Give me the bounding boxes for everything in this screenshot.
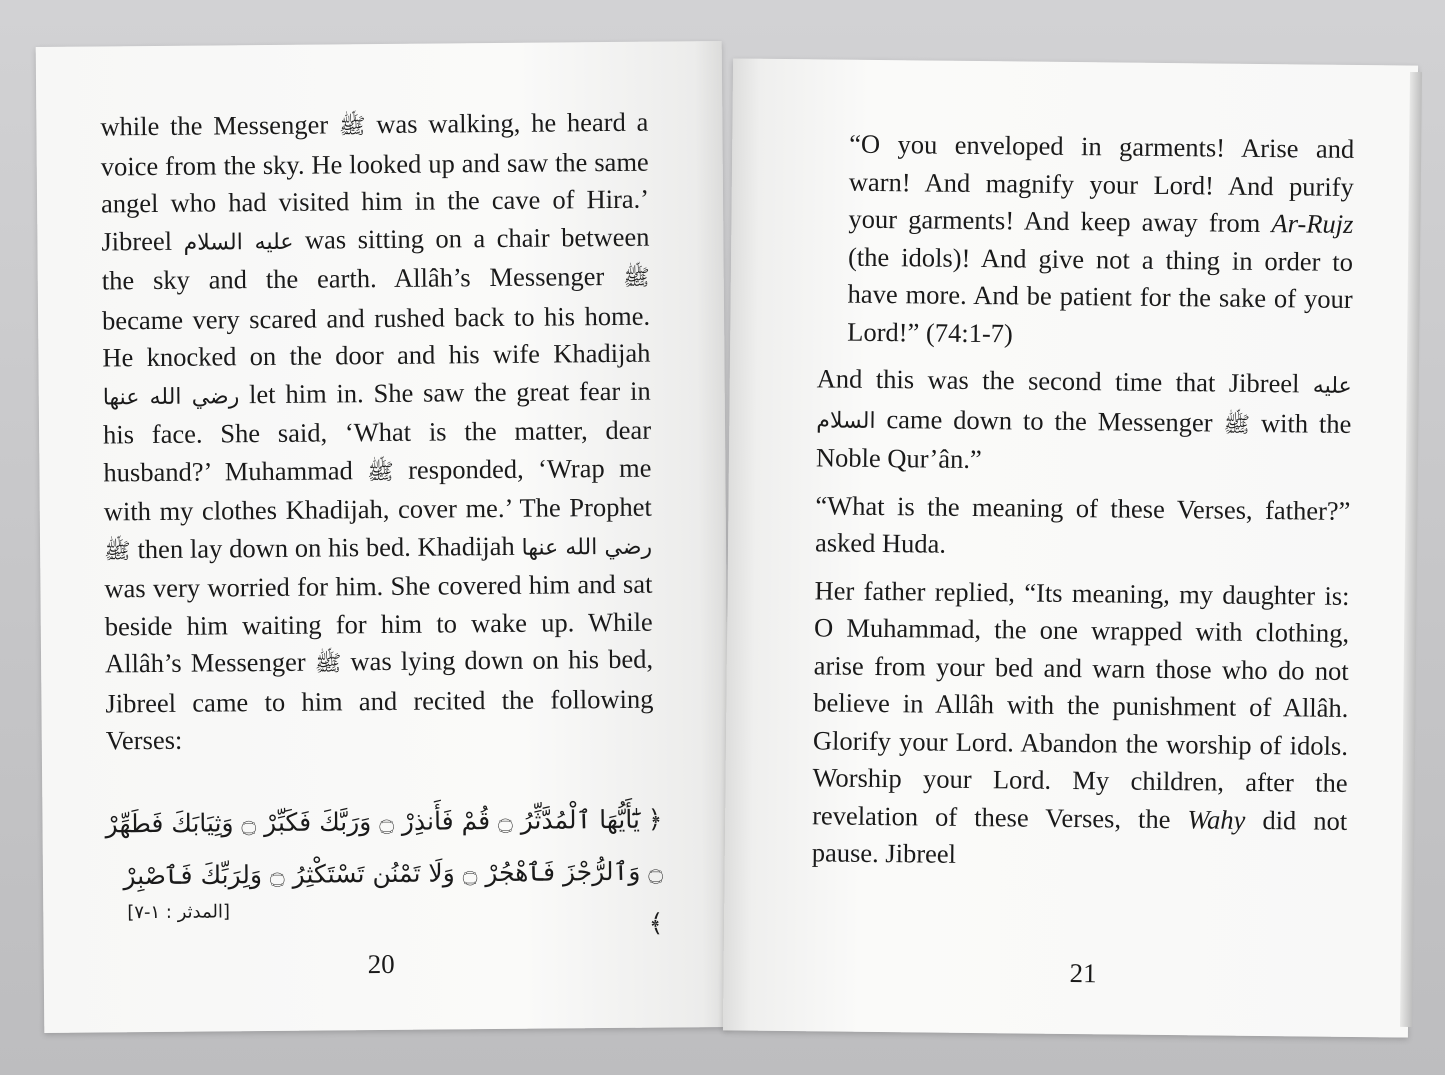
text-run: responded, ‘Wrap me with my clothes Khadijah, cover me.’ The Prophet <box>103 452 652 527</box>
text-run: “O you enveloped in garments! Arise and warn! And magnify your Lord! And purify your garments! And keep away from <box>848 128 1355 239</box>
paragraph <box>816 360 1352 482</box>
page-number: 20 <box>367 948 395 980</box>
quran-translation-quote <box>847 126 1354 356</box>
radiallah-anha: رضي الله عنها <box>102 383 240 410</box>
text-run: Her father replied, “Its meaning, my daughter is: O Muhammad, the one wrapped with clothing, arise from your bed and warn those who do not believe in Allâh with the punishment of Allâh. Glorify your Lord. Abandon the worship of idols. Worship your Lord. My children, after the revelation of these Verses, the <box>812 574 1350 834</box>
honorific-as: عليه السلام <box>816 373 1352 434</box>
left-page <box>36 41 731 1033</box>
honorific-as: عليه السلام <box>183 229 294 256</box>
paragraph <box>812 572 1350 878</box>
left-page-text <box>100 104 654 760</box>
text-run: was sitting on a chair between the sky and the earth. Allâh’s Messenger <box>101 221 650 296</box>
text-run: let him in. She saw the great fear in his face. She said, ‘What is the matter, dear husband?’ Muhammad <box>102 375 652 487</box>
left-paragraph <box>100 104 654 760</box>
text-run: then lay down on his bed. Khadijah <box>130 530 522 564</box>
right-page <box>723 58 1418 1037</box>
radiallah-anha: رضي الله عنها <box>521 534 653 561</box>
text-run: came down to the Messenger <box>875 403 1224 438</box>
text-run: became very scared and rushed back to his home. He knocked on the door and his wife Khadijah <box>101 300 651 373</box>
text-run: while the Messenger <box>100 109 340 142</box>
honorific-saw: ﷺ <box>623 265 650 291</box>
text-run: And this was the second time that Jibreel <box>816 363 1314 399</box>
paragraph: “What is the meaning of these Verses, father?” asked Huda. <box>814 489 1351 559</box>
surah-reference: [المدثر : ١-٧] <box>127 901 231 924</box>
honorific-saw: ﷺ <box>104 538 131 564</box>
text-run: with the Noble Qur’ân.” <box>815 407 1352 475</box>
honorific-saw: ﷺ <box>367 459 394 485</box>
text-run: was lying down on his bed, Jibreel came to him and recited the following Verses: <box>105 643 654 756</box>
arabic-verses: ﴿ يَٰٓأَيُّهَا ٱلْمُدَّثِّرُ ۝ قُمْ فَأَنذِرْ ۝ وَرَبَّكَ فَكَبِّرْ ۝ وَثِيَابَكَ فَطَهِّرْ ۝ وَٱلرُّجْزَ فَٱهْجُرْ ۝ وَلَا تَمْنُن تَسْتَكْثِرُ ۝ وَلِرَبِّكَ فَٱصْبِرْ ﴾ <box>105 804 664 938</box>
honorific-saw: ﷺ <box>314 651 342 677</box>
italic-term: Wahy <box>1187 803 1246 835</box>
text-run: (the idols)! And give not a thing in order to have more. And be patient for the sake of your Lord!” (74:1-7) <box>847 241 1354 348</box>
text-run: was walking, he heard a voice from the sky. He looked up and saw the same angel who had visited him in the cave of Hira.’ Jibreel <box>100 106 650 256</box>
text-run: did not pause. Jibreel <box>811 804 1348 869</box>
italic-term: Ar-Rujz <box>1271 208 1354 239</box>
text-run: was very worried for him. She covered him and sat beside him waiting for him to wake up. While Allâh’s Messenger <box>104 568 653 679</box>
right-page-text <box>811 125 1354 887</box>
page-number: 21 <box>1069 958 1097 989</box>
honorific-saw: ﷺ <box>1223 412 1251 438</box>
honorific-saw: ﷺ <box>338 114 366 140</box>
